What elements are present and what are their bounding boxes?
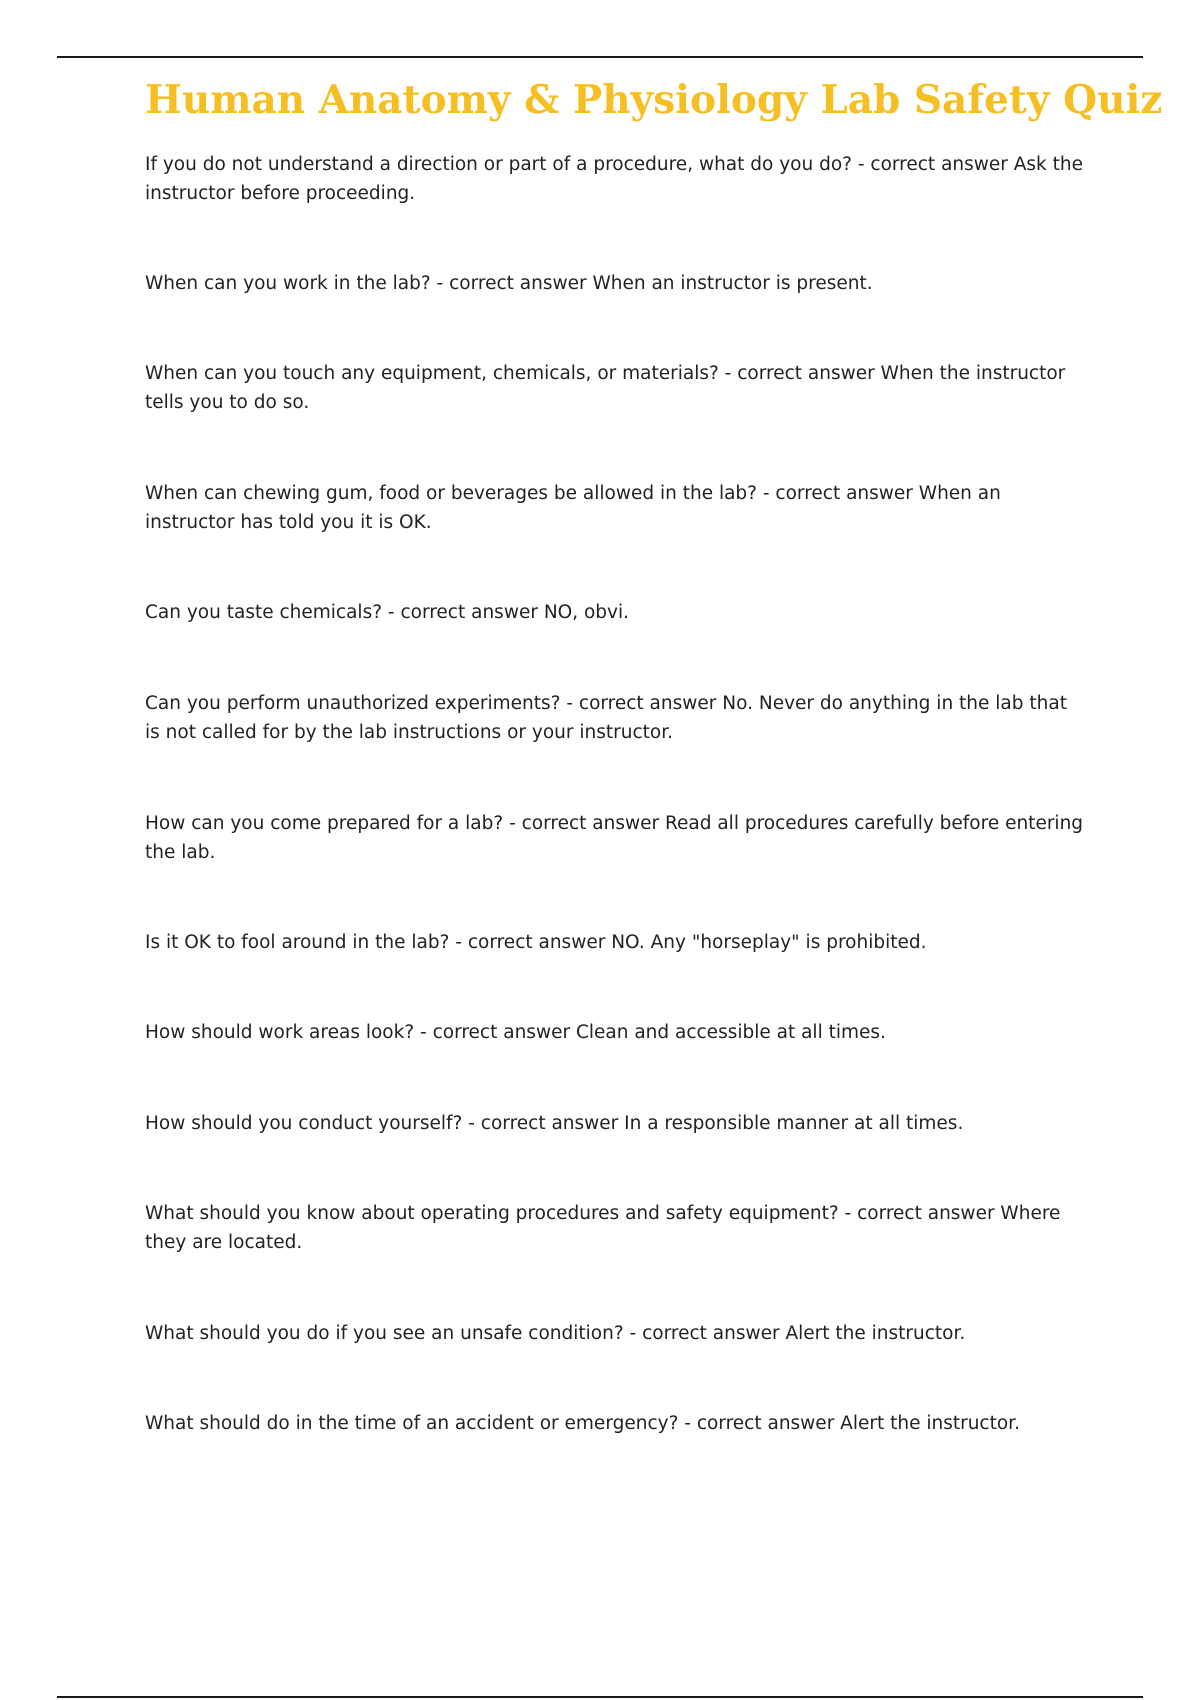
- qa-item: When can chewing gum, food or beverages be allowed in the lab? - correct answer When an instructor has told you it is OK.: [145, 483, 1001, 533]
- document-title: Human Anatomy & Physiology Lab Safety Quiz: [145, 77, 1163, 123]
- qa-item: How should you conduct yourself? - correct answer In a responsible manner at all times.: [145, 1113, 964, 1134]
- top-rule: [57, 56, 1143, 58]
- qa-item: Can you perform unauthorized experiments? - correct answer No. Never do anything in the lab that is not called for by the lab instructions or your instructor.: [145, 693, 1067, 743]
- qa-item: Can you taste chemicals? - correct answer NO, obvi.: [145, 602, 630, 623]
- qa-item: Is it OK to fool around in the lab? - correct answer NO. Any "horseplay" is prohibited.: [145, 932, 927, 953]
- qa-item: What should do in the time of an accident or emergency? - correct answer Alert the instructor.: [145, 1413, 1020, 1434]
- bottom-rule: [57, 1696, 1143, 1698]
- qa-item: When can you touch any equipment, chemicals, or materials? - correct answer When the instructor tells you to do so.: [145, 363, 1066, 413]
- qa-item: If you do not understand a direction or part of a procedure, what do you do? - correct answer Ask the instructor before proceeding.: [145, 154, 1084, 204]
- qa-item: What should you know about operating procedures and safety equipment? - correct answer Where they are located.: [145, 1203, 1061, 1253]
- qa-item: When can you work in the lab? - correct answer When an instructor is present.: [145, 273, 873, 294]
- qa-item: What should you do if you see an unsafe condition? - correct answer Alert the instructor.: [145, 1323, 966, 1344]
- qa-item: How should work areas look? - correct answer Clean and accessible at all times.: [145, 1022, 886, 1043]
- document-body: [145, 72, 1163, 1434]
- qa-item: How can you come prepared for a lab? - correct answer Read all procedures carefully before entering the lab.: [145, 813, 1084, 863]
